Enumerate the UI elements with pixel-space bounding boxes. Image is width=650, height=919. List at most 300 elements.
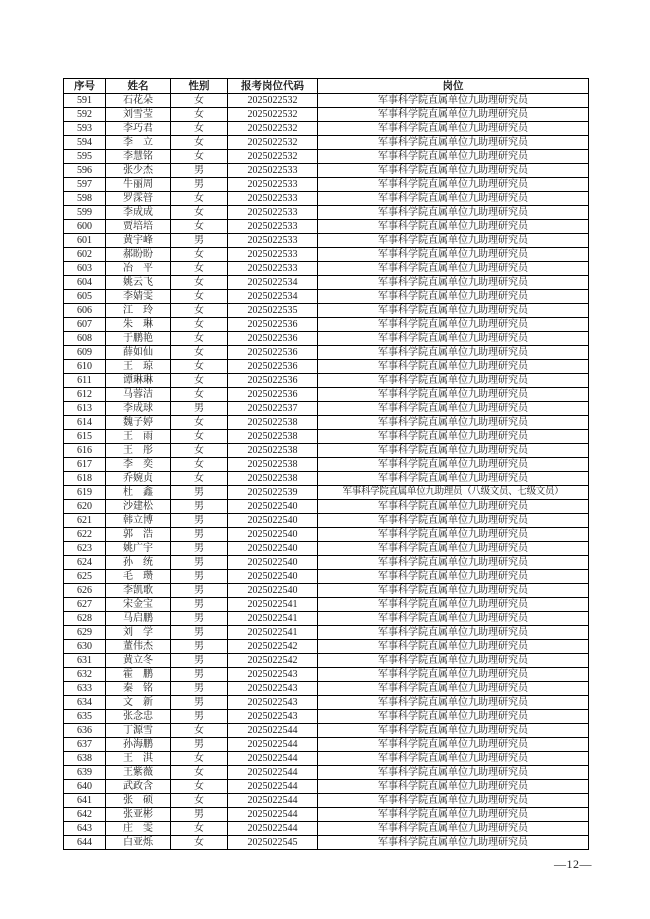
cell-gender: 女	[171, 290, 228, 304]
cell-serial: 638	[64, 752, 106, 766]
cell-serial: 596	[64, 164, 106, 178]
cell-gender: 男	[171, 598, 228, 612]
table-row	[64, 332, 589, 346]
table-row	[64, 262, 589, 276]
cell-code: 2025022540	[228, 500, 318, 514]
cell-serial: 615	[64, 430, 106, 444]
cell-position: 军事科学院直属单位九助理研究员	[318, 626, 589, 640]
cell-position: 军事科学院直属单位九助理研究员	[318, 402, 589, 416]
cell-code: 2025022544	[228, 724, 318, 738]
cell-serial: 642	[64, 808, 106, 822]
header-name: 姓名	[106, 79, 171, 94]
cell-code: 2025022537	[228, 402, 318, 416]
table-row	[64, 108, 589, 122]
table-row	[64, 472, 589, 486]
cell-position: 军事科学院直属单位九助理研究员	[318, 108, 589, 122]
cell-gender: 女	[171, 766, 228, 780]
cell-name: 郝盼盼	[106, 248, 171, 262]
cell-name: 张亚彬	[106, 808, 171, 822]
cell-position: 军事科学院直属单位九助理研究员	[318, 612, 589, 626]
cell-code: 2025022544	[228, 766, 318, 780]
table-body	[64, 94, 589, 850]
table-row	[64, 710, 589, 724]
table-row	[64, 150, 589, 164]
table-row	[64, 682, 589, 696]
cell-code: 2025022533	[228, 192, 318, 206]
cell-gender: 男	[171, 654, 228, 668]
cell-serial: 602	[64, 248, 106, 262]
cell-gender: 女	[171, 724, 228, 738]
table-row	[64, 374, 589, 388]
cell-serial: 632	[64, 668, 106, 682]
cell-gender: 女	[171, 108, 228, 122]
cell-code: 2025022532	[228, 108, 318, 122]
cell-position: 军事科学院直属单位九助理研究员	[318, 640, 589, 654]
table-row	[64, 388, 589, 402]
cell-gender: 女	[171, 430, 228, 444]
cell-gender: 男	[171, 486, 228, 500]
cell-gender: 男	[171, 626, 228, 640]
table-row	[64, 346, 589, 360]
cell-name: 郭 浩	[106, 528, 171, 542]
cell-code: 2025022534	[228, 290, 318, 304]
cell-position: 军事科学院直属单位九助理研究员	[318, 262, 589, 276]
cell-position: 军事科学院直属单位九助理研究员	[318, 122, 589, 136]
cell-code: 2025022536	[228, 374, 318, 388]
cell-code: 2025022541	[228, 598, 318, 612]
cell-name: 霍 鹏	[106, 668, 171, 682]
cell-code: 2025022533	[228, 262, 318, 276]
cell-code: 2025022541	[228, 626, 318, 640]
cell-name: 石花朵	[106, 94, 171, 108]
cell-name: 魏子婷	[106, 416, 171, 430]
cell-serial: 610	[64, 360, 106, 374]
table-row	[64, 164, 589, 178]
table-row	[64, 304, 589, 318]
cell-code: 2025022538	[228, 458, 318, 472]
cell-serial: 601	[64, 234, 106, 248]
cell-serial: 605	[64, 290, 106, 304]
cell-gender: 男	[171, 514, 228, 528]
cell-serial: 600	[64, 220, 106, 234]
cell-code: 2025022532	[228, 94, 318, 108]
cell-position: 军事科学院直属单位九助理研究员	[318, 318, 589, 332]
cell-serial: 612	[64, 388, 106, 402]
table-row	[64, 640, 589, 654]
cell-name: 王紫薇	[106, 766, 171, 780]
cell-position: 军事科学院直属单位九助理研究员	[318, 514, 589, 528]
cell-serial: 597	[64, 178, 106, 192]
cell-name: 江 玲	[106, 304, 171, 318]
table-row	[64, 444, 589, 458]
table-row	[64, 514, 589, 528]
table-row	[64, 612, 589, 626]
cell-gender: 女	[171, 136, 228, 150]
cell-gender: 男	[171, 164, 228, 178]
cell-serial: 608	[64, 332, 106, 346]
cell-position: 军事科学院直属单位九助理研究员	[318, 276, 589, 290]
cell-gender: 男	[171, 710, 228, 724]
cell-code: 2025022543	[228, 668, 318, 682]
cell-position: 军事科学院直属单位九助理研究员	[318, 374, 589, 388]
table-row	[64, 822, 589, 836]
table-row	[64, 234, 589, 248]
cell-code: 2025022538	[228, 416, 318, 430]
table-row	[64, 836, 589, 850]
cell-name: 武政含	[106, 780, 171, 794]
cell-serial: 637	[64, 738, 106, 752]
cell-position: 军事科学院直属单位九助理研究员	[318, 654, 589, 668]
cell-code: 2025022533	[228, 178, 318, 192]
table-row	[64, 220, 589, 234]
cell-position: 军事科学院直属单位九助理研究员	[318, 668, 589, 682]
table-row	[64, 430, 589, 444]
cell-name: 姚云飞	[106, 276, 171, 290]
header-gender: 性别	[171, 79, 228, 94]
cell-gender: 女	[171, 388, 228, 402]
cell-name: 于鹏艳	[106, 332, 171, 346]
cell-gender: 女	[171, 332, 228, 346]
roster-table	[63, 78, 589, 850]
cell-serial: 616	[64, 444, 106, 458]
cell-serial: 644	[64, 836, 106, 850]
cell-position: 军事科学院直属单位九助理研究员	[318, 598, 589, 612]
table-row	[64, 696, 589, 710]
table-row	[64, 794, 589, 808]
cell-gender: 女	[171, 318, 228, 332]
cell-gender: 女	[171, 752, 228, 766]
table-row	[64, 458, 589, 472]
table-row	[64, 416, 589, 430]
table-row	[64, 556, 589, 570]
cell-serial: 592	[64, 108, 106, 122]
cell-gender: 男	[171, 612, 228, 626]
cell-serial: 595	[64, 150, 106, 164]
cell-name: 张 硕	[106, 794, 171, 808]
cell-name: 马蓉洁	[106, 388, 171, 402]
table-row	[64, 500, 589, 514]
cell-gender: 女	[171, 416, 228, 430]
cell-position: 军事科学院直属单位九助理研究员	[318, 164, 589, 178]
cell-name: 李慧铭	[106, 150, 171, 164]
cell-position: 军事科学院直属单位九助理研究员	[318, 682, 589, 696]
cell-code: 2025022543	[228, 682, 318, 696]
cell-name: 朱 琳	[106, 318, 171, 332]
cell-gender: 男	[171, 640, 228, 654]
header-serial: 序号	[64, 79, 106, 94]
cell-code: 2025022533	[228, 248, 318, 262]
page-number: —12—	[554, 857, 592, 871]
cell-code: 2025022532	[228, 136, 318, 150]
cell-position: 军事科学院直属单位九助理研究员	[318, 220, 589, 234]
cell-serial: 630	[64, 640, 106, 654]
cell-code: 2025022544	[228, 794, 318, 808]
cell-position: 军事科学院直属单位九助理研究员	[318, 584, 589, 598]
cell-gender: 女	[171, 262, 228, 276]
cell-name: 宋金宝	[106, 598, 171, 612]
table-row	[64, 528, 589, 542]
cell-name: 王 淇	[106, 752, 171, 766]
cell-serial: 627	[64, 598, 106, 612]
cell-name: 王 琼	[106, 360, 171, 374]
cell-position: 军事科学院直属单位九助理研究员	[318, 150, 589, 164]
cell-code: 2025022533	[228, 164, 318, 178]
cell-name: 谭琳琳	[106, 374, 171, 388]
cell-name: 刘雪莹	[106, 108, 171, 122]
cell-name: 文 新	[106, 696, 171, 710]
cell-serial: 623	[64, 542, 106, 556]
cell-code: 2025022538	[228, 444, 318, 458]
cell-position: 军事科学院直属单位九助理研究员	[318, 556, 589, 570]
cell-gender: 男	[171, 682, 228, 696]
cell-name: 黄宇峰	[106, 234, 171, 248]
table-row	[64, 780, 589, 794]
cell-gender: 女	[171, 276, 228, 290]
cell-serial: 611	[64, 374, 106, 388]
cell-name: 白亚烁	[106, 836, 171, 850]
table-row	[64, 192, 589, 206]
cell-position: 军事科学院直属单位九助理研究员	[318, 192, 589, 206]
cell-gender: 女	[171, 346, 228, 360]
cell-position: 军事科学院直属单位九助理研究员	[318, 458, 589, 472]
cell-code: 2025022533	[228, 220, 318, 234]
cell-position: 军事科学院直属单位九助理研究员	[318, 542, 589, 556]
cell-name: 乔婉贞	[106, 472, 171, 486]
cell-name: 张念忠	[106, 710, 171, 724]
cell-serial: 634	[64, 696, 106, 710]
cell-position: 军事科学院直属单位九助理研究员	[318, 178, 589, 192]
cell-gender: 女	[171, 94, 228, 108]
cell-position: 军事科学院直属单位九助理研究员	[318, 780, 589, 794]
cell-name: 冶 平	[106, 262, 171, 276]
cell-serial: 633	[64, 682, 106, 696]
table-row	[64, 122, 589, 136]
cell-name: 庄 雯	[106, 822, 171, 836]
cell-position: 军事科学院直属单位九助理研究员	[318, 528, 589, 542]
cell-gender: 女	[171, 304, 228, 318]
cell-serial: 624	[64, 556, 106, 570]
cell-position: 军事科学院直属单位九助理研究员	[318, 304, 589, 318]
cell-position: 军事科学院直属单位九助理研究员	[318, 444, 589, 458]
cell-code: 2025022532	[228, 150, 318, 164]
cell-position: 军事科学院直属单位九助理研究员	[318, 794, 589, 808]
cell-code: 2025022540	[228, 570, 318, 584]
cell-position: 军事科学院直属单位九助理研究员	[318, 822, 589, 836]
cell-name: 刘 学	[106, 626, 171, 640]
cell-gender: 女	[171, 248, 228, 262]
cell-code: 2025022543	[228, 696, 318, 710]
table-row	[64, 94, 589, 108]
cell-code: 2025022544	[228, 738, 318, 752]
cell-position: 军事科学院直属单位九助理研究员	[318, 94, 589, 108]
cell-serial: 619	[64, 486, 106, 500]
cell-serial: 628	[64, 612, 106, 626]
cell-serial: 593	[64, 122, 106, 136]
cell-position: 军事科学院直属单位九助理研究员	[318, 696, 589, 710]
cell-gender: 女	[171, 458, 228, 472]
cell-position: 军事科学院直属单位九助理研究员	[318, 206, 589, 220]
table-row	[64, 290, 589, 304]
table-row	[64, 360, 589, 374]
cell-code: 2025022544	[228, 808, 318, 822]
table-row	[64, 626, 589, 640]
table-row	[64, 584, 589, 598]
table-row	[64, 752, 589, 766]
cell-code: 2025022542	[228, 654, 318, 668]
cell-serial: 620	[64, 500, 106, 514]
table-row	[64, 668, 589, 682]
cell-name: 孙海鹏	[106, 738, 171, 752]
header-position: 岗位	[318, 79, 589, 94]
cell-position: 军事科学院直属单位九助理研究员	[318, 248, 589, 262]
roster-table-head	[64, 79, 589, 94]
cell-code: 2025022543	[228, 710, 318, 724]
cell-gender: 男	[171, 738, 228, 752]
cell-position: 军事科学院直属单位九助理研究员	[318, 500, 589, 514]
cell-code: 2025022540	[228, 556, 318, 570]
cell-code: 2025022540	[228, 584, 318, 598]
cell-gender: 女	[171, 122, 228, 136]
cell-serial: 641	[64, 794, 106, 808]
cell-gender: 男	[171, 542, 228, 556]
cell-gender: 男	[171, 402, 228, 416]
cell-gender: 男	[171, 234, 228, 248]
cell-position: 军事科学院直属单位九助理研究员	[318, 710, 589, 724]
cell-gender: 男	[171, 528, 228, 542]
cell-name: 李婧雯	[106, 290, 171, 304]
cell-position: 军事科学院直属单位九助理研究员	[318, 346, 589, 360]
cell-name: 贾培培	[106, 220, 171, 234]
cell-gender: 女	[171, 794, 228, 808]
cell-code: 2025022544	[228, 780, 318, 794]
cell-code: 2025022533	[228, 206, 318, 220]
roster-table-container	[63, 78, 589, 850]
cell-code: 2025022536	[228, 332, 318, 346]
cell-code: 2025022539	[228, 486, 318, 500]
table-row	[64, 136, 589, 150]
cell-position: 军事科学院直属单位九助理研究员	[318, 388, 589, 402]
cell-serial: 603	[64, 262, 106, 276]
cell-serial: 640	[64, 780, 106, 794]
cell-code: 2025022541	[228, 612, 318, 626]
cell-code: 2025022542	[228, 640, 318, 654]
cell-position: 军事科学院直属单位九助理研究员	[318, 738, 589, 752]
cell-name: 李 立	[106, 136, 171, 150]
cell-name: 张少杰	[106, 164, 171, 178]
cell-code: 2025022540	[228, 542, 318, 556]
cell-name: 李成球	[106, 402, 171, 416]
cell-name: 黄立冬	[106, 654, 171, 668]
cell-gender: 男	[171, 570, 228, 584]
cell-position: 军事科学院直属单位九助理研究员	[318, 766, 589, 780]
header-row	[64, 79, 589, 94]
cell-name: 牛丽周	[106, 178, 171, 192]
cell-code: 2025022544	[228, 752, 318, 766]
cell-serial: 643	[64, 822, 106, 836]
cell-name: 李凯歌	[106, 584, 171, 598]
cell-gender: 男	[171, 808, 228, 822]
cell-position: 军事科学院直属单位九助理研究员	[318, 472, 589, 486]
table-row	[64, 570, 589, 584]
table-row	[64, 402, 589, 416]
table-row	[64, 178, 589, 192]
cell-serial: 607	[64, 318, 106, 332]
cell-name: 李巧君	[106, 122, 171, 136]
table-row	[64, 276, 589, 290]
table-row	[64, 724, 589, 738]
table-row	[64, 206, 589, 220]
cell-name: 孙 统	[106, 556, 171, 570]
cell-serial: 626	[64, 584, 106, 598]
cell-gender: 女	[171, 374, 228, 388]
cell-name: 韩立博	[106, 514, 171, 528]
cell-serial: 609	[64, 346, 106, 360]
cell-gender: 男	[171, 584, 228, 598]
cell-gender: 女	[171, 150, 228, 164]
cell-position: 军事科学院直属单位九助理研究员	[318, 570, 589, 584]
table-row	[64, 542, 589, 556]
cell-gender: 男	[171, 500, 228, 514]
cell-serial: 591	[64, 94, 106, 108]
cell-code: 2025022540	[228, 514, 318, 528]
cell-gender: 女	[171, 192, 228, 206]
cell-position: 军事科学院直属单位九助理研究员	[318, 136, 589, 150]
cell-serial: 631	[64, 654, 106, 668]
cell-serial: 639	[64, 766, 106, 780]
cell-name: 姚广宇	[106, 542, 171, 556]
cell-name: 沙建松	[106, 500, 171, 514]
table-row	[64, 598, 589, 612]
cell-position: 军事科学院直属单位九助理研究员	[318, 360, 589, 374]
cell-serial: 604	[64, 276, 106, 290]
cell-code: 2025022535	[228, 304, 318, 318]
cell-name: 李 奕	[106, 458, 171, 472]
table-row	[64, 654, 589, 668]
cell-gender: 男	[171, 178, 228, 192]
table-row	[64, 486, 589, 500]
cell-code: 2025022532	[228, 122, 318, 136]
cell-gender: 女	[171, 206, 228, 220]
cell-name: 董伟杰	[106, 640, 171, 654]
cell-code: 2025022534	[228, 276, 318, 290]
cell-position: 军事科学院直属单位九助理研究员	[318, 234, 589, 248]
cell-gender: 女	[171, 444, 228, 458]
cell-gender: 男	[171, 668, 228, 682]
cell-position: 军事科学院直属单位九助理研究员	[318, 430, 589, 444]
table-row	[64, 766, 589, 780]
cell-position: 军事科学院直属单位九助理研究员	[318, 724, 589, 738]
cell-code: 2025022544	[228, 822, 318, 836]
cell-gender: 女	[171, 780, 228, 794]
cell-gender: 男	[171, 696, 228, 710]
cell-name: 王 雨	[106, 430, 171, 444]
cell-serial: 621	[64, 514, 106, 528]
cell-serial: 599	[64, 206, 106, 220]
cell-serial: 614	[64, 416, 106, 430]
cell-code: 2025022538	[228, 472, 318, 486]
cell-code: 2025022536	[228, 388, 318, 402]
cell-code: 2025022540	[228, 528, 318, 542]
table-row	[64, 808, 589, 822]
cell-code: 2025022536	[228, 360, 318, 374]
cell-name: 秦 铭	[106, 682, 171, 696]
cell-position: 军事科学院直属单位九助理研究员	[318, 416, 589, 430]
cell-serial: 622	[64, 528, 106, 542]
cell-serial: 617	[64, 458, 106, 472]
cell-name: 王 彤	[106, 444, 171, 458]
cell-name: 毛 瓒	[106, 570, 171, 584]
cell-gender: 女	[171, 836, 228, 850]
